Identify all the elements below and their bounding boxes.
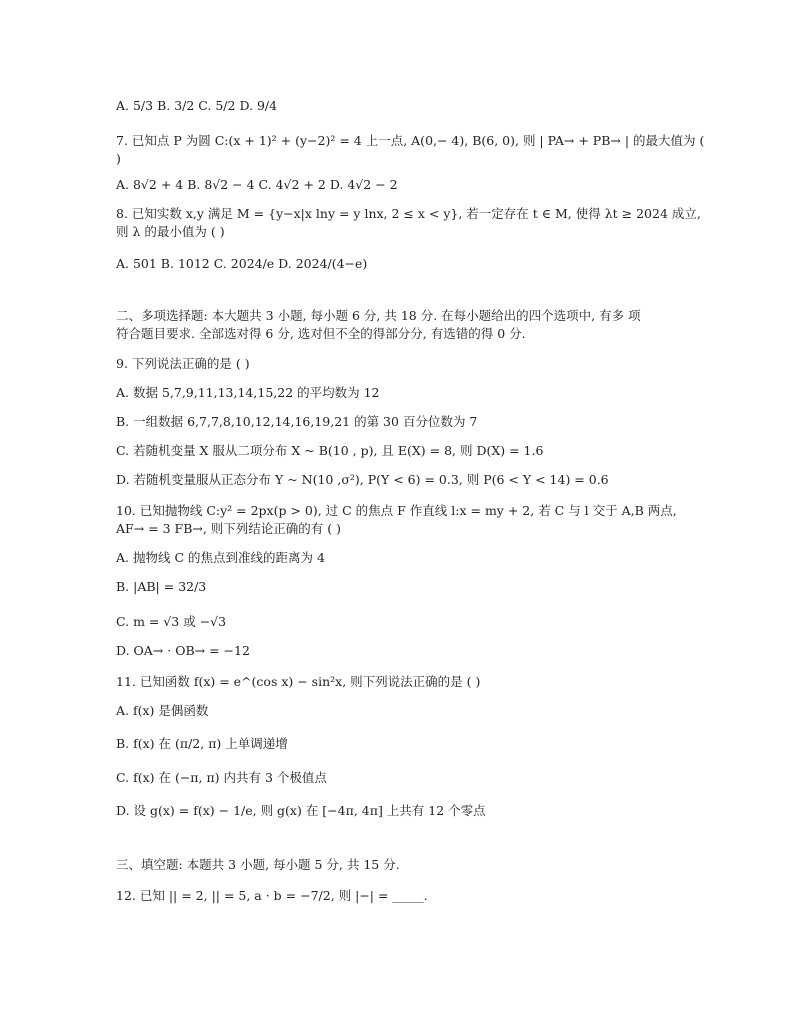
q11-option-d: D. 设 g(x) = f(x) − 1/e, 则 g(x) 在 [−4π, 4π] 上共有 12 个零点 bbox=[116, 803, 486, 818]
q7-stem-cont: ) bbox=[116, 151, 121, 166]
q11-stem: 11. 已知函数 f(x) = e^(cos x) − sin²x, 则下列说法正确的是 ( ) bbox=[116, 674, 481, 689]
q9-stem: 9. 下列说法正确的是 ( ) bbox=[116, 356, 250, 371]
q8-stem-cont: 则 λ 的最小值为 ( ) bbox=[116, 224, 225, 239]
q11-option-c: C. f(x) 在 (−π, π) 内共有 3 个极值点 bbox=[116, 770, 327, 785]
q11-option-a: A. f(x) 是偶函数 bbox=[116, 703, 209, 718]
q10-option-b: B. |AB| = 32/3 bbox=[116, 579, 207, 594]
q9-option-c: C. 若随机变量 X 服从二项分布 X ~ B(10 , p), 且 E(X) = 8, 则 D(X) = 1.6 bbox=[116, 443, 544, 458]
section-2-heading: 二、多项选择题: 本大题共 3 小题, 每小题 6 分, 共 18 分. 在每小题给出的四个选项中, 有多 项 bbox=[116, 308, 641, 323]
q11-option-b: B. f(x) 在 (π/2, π) 上单调递增 bbox=[116, 736, 288, 751]
q8-options: A. 501 B. 1012 C. 2024/e D. 2024/(4−e) bbox=[116, 256, 368, 271]
q10-option-d: D. OA→ · OB→ = −12 bbox=[116, 643, 250, 658]
q10-stem-cont: AF→ = 3 FB→, 则下列结论正确的有 ( ) bbox=[116, 521, 342, 536]
q6-options: A. 5/3 B. 3/2 C. 5/2 D. 9/4 bbox=[116, 98, 278, 113]
q10-option-c: C. m = √3 或 −√3 bbox=[116, 614, 227, 629]
q9-option-a: A. 数据 5,7,9,11,13,14,15,22 的平均数为 12 bbox=[116, 385, 380, 400]
section-3-heading: 三、填空题: 本题共 3 小题, 每小题 5 分, 共 15 分. bbox=[116, 857, 400, 872]
q9-option-d: D. 若随机变量服从正态分布 Y ~ N(10 ,σ²), P(Y < 6) = 0.3, 则 P(6 < Y < 14) = 0.6 bbox=[116, 472, 609, 487]
q8-stem: 8. 已知实数 x,y 满足 M = {y−x|x lny = y lnx, 2 ≤ x < y}, 若一定存在 t ∈ M, 使得 λt ≥ 2024 成立, bbox=[116, 206, 701, 221]
q12-stem: 12. 已知 || = 2, || = 5, a · b = −7/2, 则 |−| = _____. bbox=[116, 888, 428, 903]
section-2-heading-cont: 符合题目要求. 全部选对得 6 分, 选对但不全的得部分分, 有选错的得 0 分. bbox=[116, 326, 526, 341]
q7-options: A. 8√2 + 4 B. 8√2 − 4 C. 4√2 + 2 D. 4√2 − 2 bbox=[116, 177, 398, 192]
q10-stem: 10. 已知抛物线 C:y² = 2px(p > 0), 过 C 的焦点 F 作直线 l:x = my + 2, 若 C 与 l 交于 A,B 两点, bbox=[116, 503, 677, 518]
q10-option-a: A. 抛物线 C 的焦点到准线的距离为 4 bbox=[116, 550, 325, 565]
q9-option-b: B. 一组数据 6,7,7,8,10,12,14,16,19,21 的第 30 百分位数为 7 bbox=[116, 414, 478, 429]
q7-stem: 7. 已知点 P 为圆 C:(x + 1)² + (y−2)² = 4 上一点, A(0,− 4), B(6, 0), 则 | PA→ + PB→ | 的最大值为 ( bbox=[116, 133, 705, 148]
